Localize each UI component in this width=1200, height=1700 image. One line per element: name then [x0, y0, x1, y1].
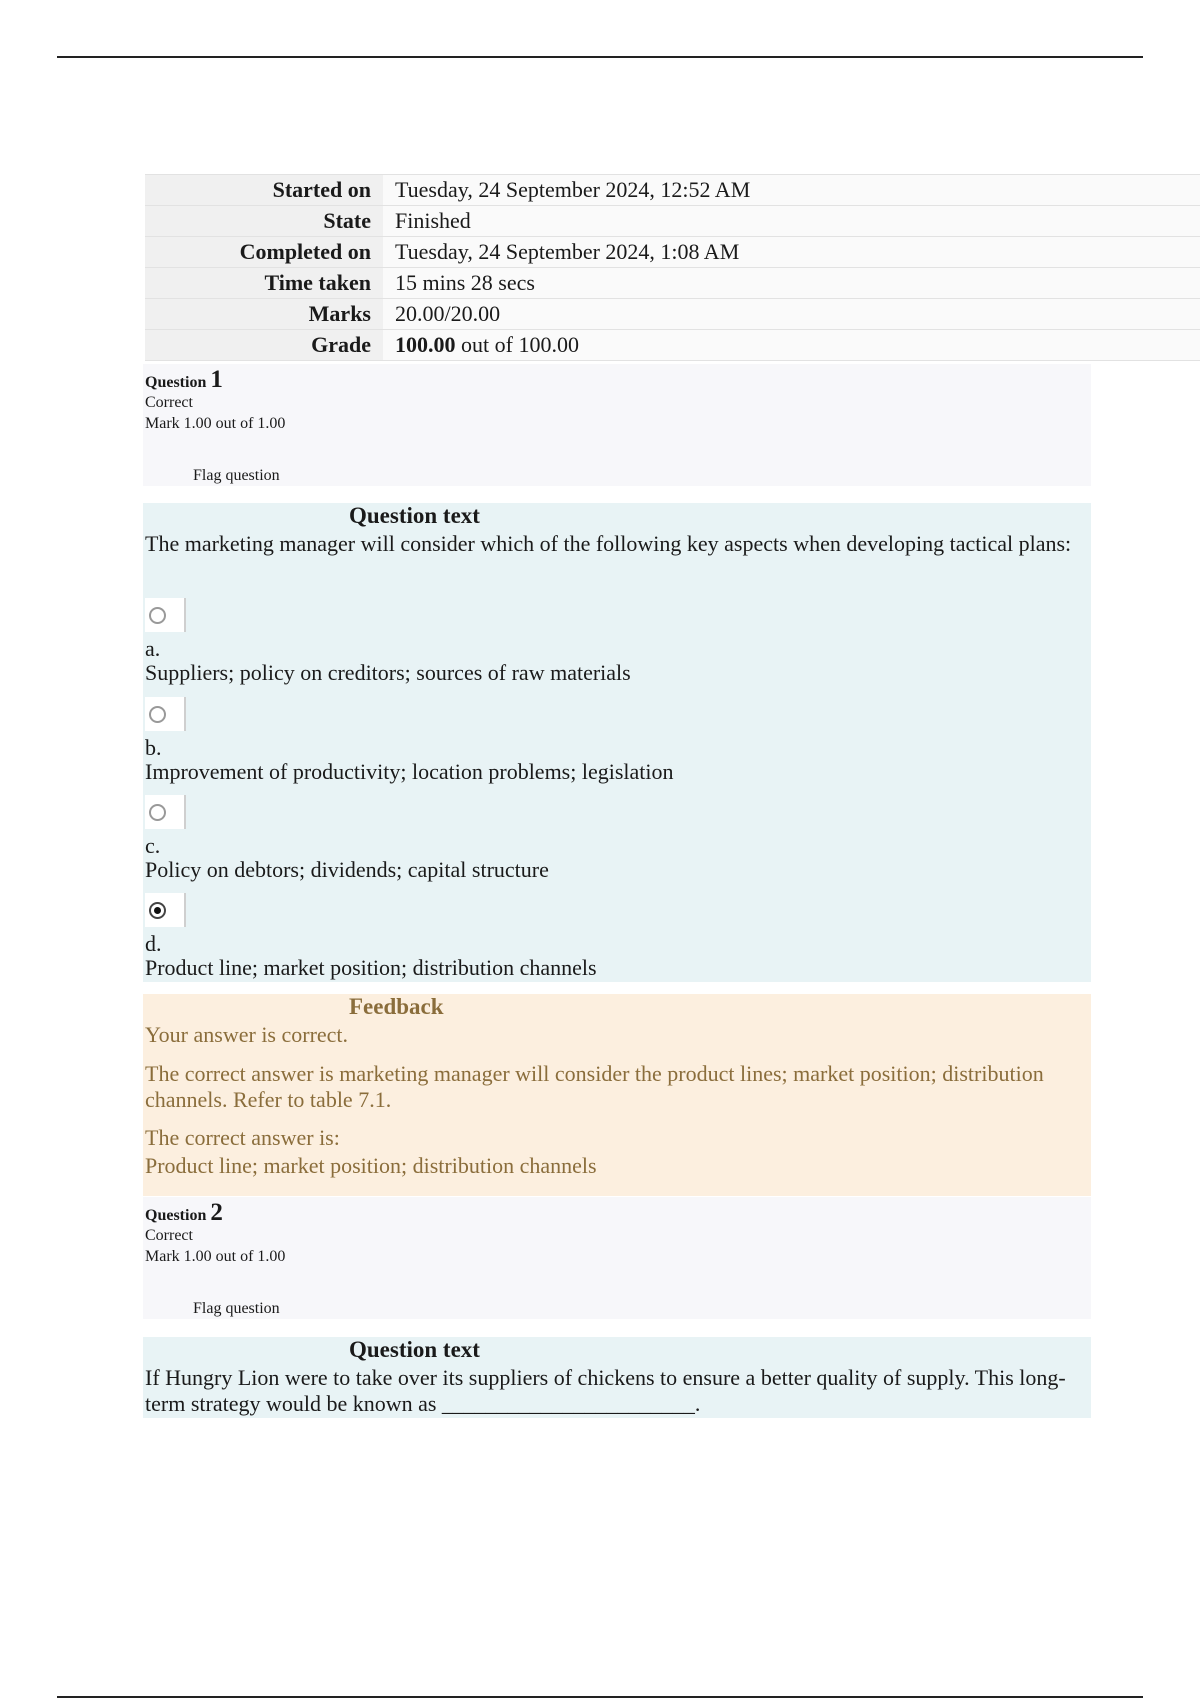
option-letter: b.	[145, 735, 162, 760]
option-text: Product line; market position; distribution channels	[145, 955, 597, 980]
option-text: Improvement of productivity; location problems; legislation	[145, 759, 674, 784]
summary-label: Completed on	[145, 237, 383, 268]
option-letter: a.	[145, 636, 161, 661]
radio-box[interactable]	[145, 893, 186, 927]
question-mark: Mark 1.00 out of 1.00	[145, 415, 286, 432]
option-text: Policy on debtors; dividends; capital structure	[145, 857, 549, 882]
summary-value: 15 mins 28 secs	[383, 268, 1200, 299]
question-body: The marketing manager will consider which of the following key aspects when developing tactical plans:	[145, 531, 1072, 556]
question-number-value: 1	[210, 366, 223, 393]
option-letter: d.	[145, 931, 162, 956]
question-1-text	[143, 503, 1091, 982]
radio-box[interactable]	[145, 598, 186, 632]
question-state: Correct	[145, 1227, 193, 1244]
feedback-correct-answer: Product line; market position; distribution channels	[145, 1153, 597, 1178]
summary-value: Tuesday, 24 September 2024, 12:52 AM	[383, 175, 1200, 206]
summary-label: Time taken	[145, 268, 383, 299]
bottom-rule	[57, 1696, 1143, 1698]
summary-value: Finished	[383, 206, 1200, 237]
question-label: Question	[145, 1207, 211, 1224]
question-number	[145, 1199, 223, 1227]
flag-question-link[interactable]: Flag question	[193, 1300, 280, 1317]
question-number	[145, 366, 223, 394]
feedback-heading: Feedback	[349, 994, 444, 1019]
feedback-correct-label: The correct answer is:	[145, 1125, 340, 1150]
summary-row-state	[145, 206, 1200, 237]
question-text-heading: Question text	[349, 503, 480, 528]
grade-out-of: out of 100.00	[455, 332, 579, 357]
option-text: Suppliers; policy on creditors; sources of raw materials	[145, 660, 631, 685]
question-label: Question	[145, 374, 211, 391]
grade-value: 100.00	[395, 332, 456, 357]
question-body: If Hungry Lion were to take over its suppliers of chickens to ensure a better quality of supply. This long-term strategy would be known as _______________________.	[145, 1365, 1066, 1416]
question-1-feedback	[143, 994, 1091, 1196]
summary-label: Grade	[145, 330, 383, 361]
summary-row-completed	[145, 237, 1200, 268]
feedback-result: Your answer is correct.	[145, 1022, 349, 1047]
question-mark: Mark 1.00 out of 1.00	[145, 1248, 286, 1265]
flag-question-link[interactable]: Flag question	[193, 467, 280, 484]
summary-value: 20.00/20.00	[383, 299, 1200, 330]
radio-button-d-selected[interactable]	[149, 902, 166, 919]
question-2-text	[143, 1337, 1091, 1418]
question-2-info	[143, 1197, 1091, 1319]
summary-label: State	[145, 206, 383, 237]
summary-row-time-taken	[145, 268, 1200, 299]
summary-value: Tuesday, 24 September 2024, 1:08 AM	[383, 237, 1200, 268]
radio-box[interactable]	[145, 697, 186, 731]
summary-label: Marks	[145, 299, 383, 330]
radio-box[interactable]	[145, 795, 186, 829]
option-letter: c.	[145, 833, 161, 858]
top-rule	[57, 56, 1143, 58]
radio-button-c[interactable]	[149, 804, 166, 821]
radio-button-a[interactable]	[149, 607, 166, 624]
attempt-summary-table	[145, 174, 1200, 361]
question-number-value: 2	[210, 1199, 223, 1226]
summary-row-started	[145, 175, 1200, 206]
question-1-info	[143, 364, 1091, 486]
question-text-heading: Question text	[349, 1337, 480, 1362]
radio-button-b[interactable]	[149, 706, 166, 723]
summary-row-marks	[145, 299, 1200, 330]
feedback-explanation: The correct answer is marketing manager will consider the product lines; market position; distribution channels. Refer to table 7.1.	[145, 1061, 1044, 1112]
summary-row-grade	[145, 330, 1200, 361]
summary-label: Started on	[145, 175, 383, 206]
summary-value	[383, 330, 1200, 361]
question-state: Correct	[145, 394, 193, 411]
